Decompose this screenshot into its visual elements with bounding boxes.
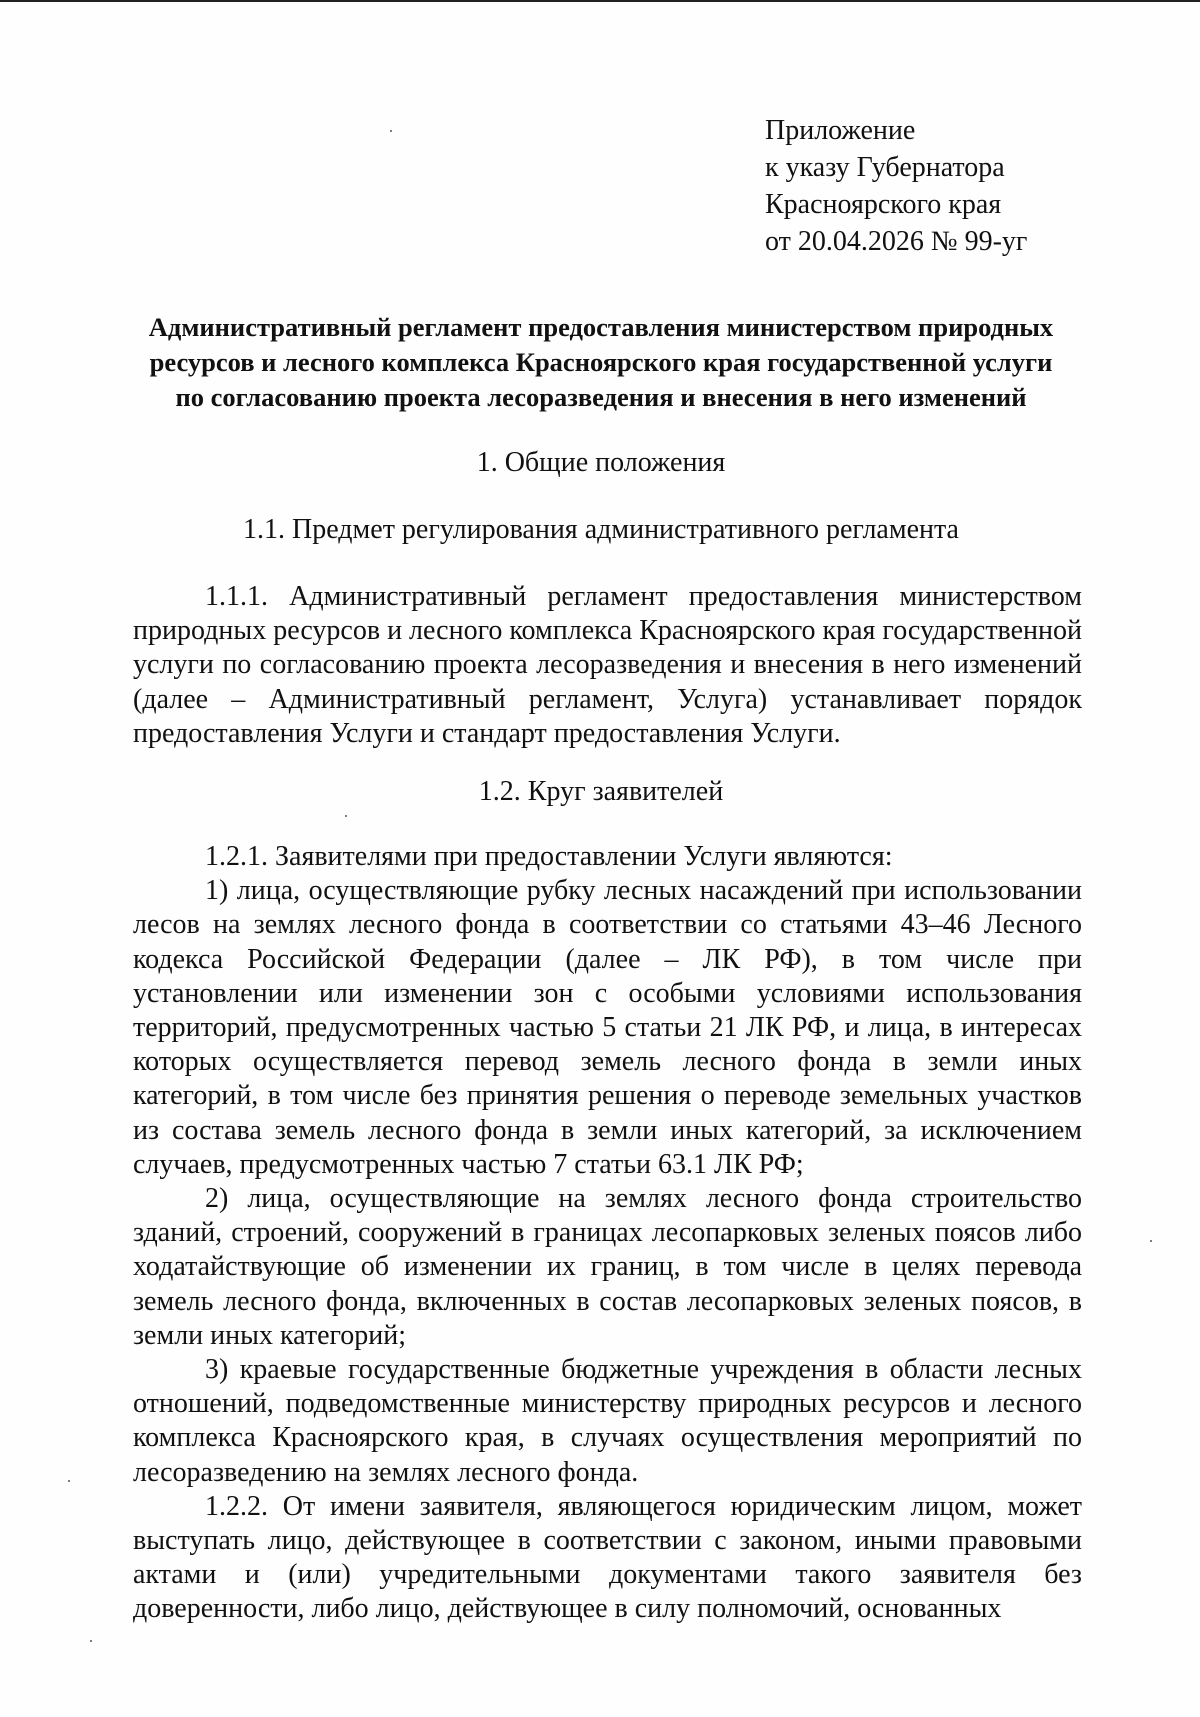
paragraph-1-2-1: 1.2.1. Заявителями при предоставлении Услуги являются:	[205, 841, 893, 872]
document-title	[120, 310, 1082, 415]
list-item-2: 2) лица, осуществляющие на землях лесного фонда строительство зданий, строений, сооружений в границах лесопарковых зеленых поясов либо ходатайствующие об изменении их границ, в том числе в целях перевода земель лесного фонда, включенных в состав лесопарковых зеленых поясов, в земли иных категорий;	[133, 1183, 1082, 1351]
scan-speck	[345, 815, 347, 817]
annex-line-2: к указу Губернатора	[765, 152, 1005, 183]
paragraph-block-2	[133, 840, 1082, 1627]
scan-top-edge	[0, 0, 1200, 2]
list-item-1: 1) лица, осуществляющие рубку лесных насаждений при использовании лесов на землях лесного фонда в соответствии со статьями 43–46 Лесного кодекса Российской Федерации (далее – ЛК РФ), в том числе при установлении или изменении зон с особыми условиями использования территорий, предусмотренных частью 5 статьи 21 ЛК РФ, и лица, в интересах которых осуществляется перевод земель лесного фонда в земли иных категорий, в том числе без принятия решения о переводе земельных участков из состава земель лесного фонда в земли иных категорий, за исключением случаев, предусмотренных частью 7 статьи 63.1 ЛК РФ;	[133, 875, 1082, 1180]
list-item-3: 3) краевые государственные бюджетные учреждения в области лесных отношений, подведомственные министерству природных ресурсов и лесного комплекса Красноярского края, в случаях осуществления мероприятий по лесоразведению на землях лесного фонда.	[133, 1354, 1082, 1488]
title-line-2: ресурсов и лесного комплекса Красноярского края государственной услуги	[149, 347, 1053, 377]
scan-speck	[90, 1640, 92, 1642]
annex-line-1: Приложение	[765, 115, 916, 146]
subsection-1-1-heading: 1.1. Предмет регулирования административного регламента	[243, 514, 959, 545]
paragraph-1-1-1: 1.1.1. Административный регламент предоставления министерством природных ресурсов и лесного комплекса Красноярского края государственной услуги по согласованию проекта лесоразведения и внесения в него изменений (далее – Административный регламент, Услуга) устанавливает порядок предоставления Услуги и стандарт предоставления Услуги.	[133, 581, 1082, 749]
annex-line-4: от 20.04.2026 № 99-уг	[765, 226, 1028, 257]
paragraph-block-1	[133, 580, 1082, 751]
title-line-1: Административный регламент предоставления министерством природных	[148, 312, 1054, 342]
scan-speck	[1150, 1240, 1152, 1242]
scan-speck	[68, 1480, 70, 1482]
paragraph-1-2-2: 1.2.2. От имени заявителя, являющегося юридическим лицом, может выступать лицо, действующее в соответствии с законом, иными правовыми актами и (или) учредительными документами такого заявителя без доверенности, либо лицо, действующее в силу полномочий, основанных	[133, 1490, 1082, 1625]
subsection-1-2-heading: 1.2. Круг заявителей	[478, 776, 724, 807]
scan-speck	[390, 130, 392, 132]
annex-block	[765, 112, 1027, 260]
annex-line-3: Красноярского края	[765, 189, 1002, 220]
title-line-3: по согласованию проекта лесоразведения и внесения в него изменений	[175, 382, 1027, 412]
section-1-heading: 1. Общие положения	[476, 447, 726, 478]
